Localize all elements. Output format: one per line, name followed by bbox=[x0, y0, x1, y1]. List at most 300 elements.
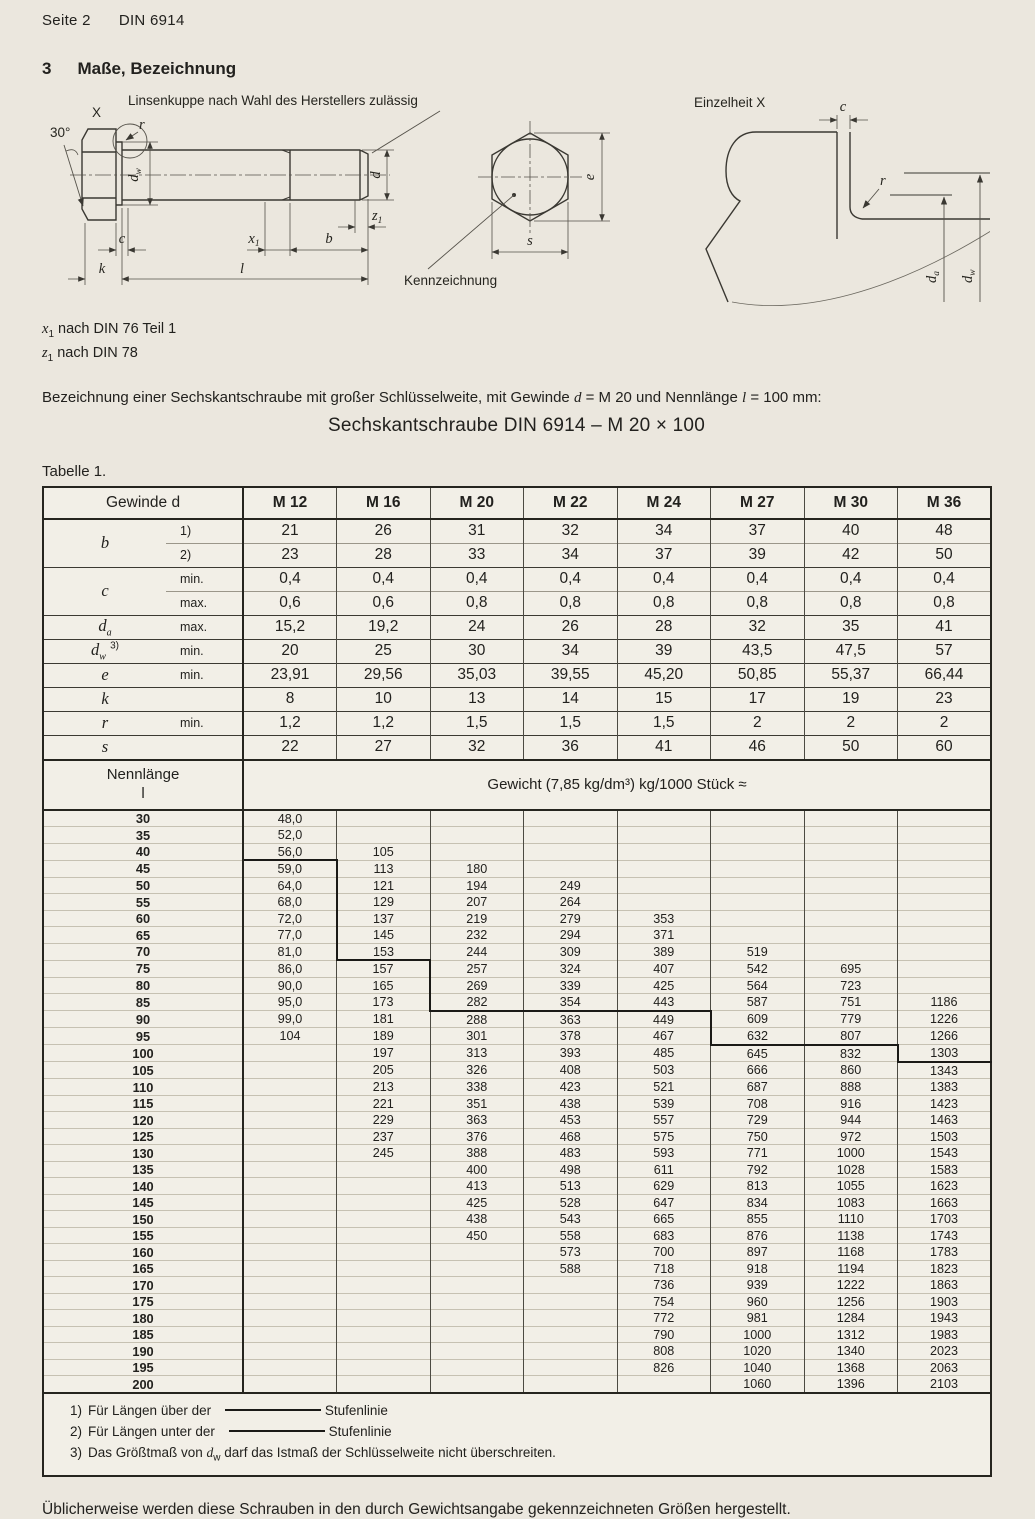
weight-cell bbox=[617, 843, 711, 860]
weight-cell bbox=[243, 1343, 337, 1360]
detail-c-dimension bbox=[819, 115, 868, 129]
weight-cell: 145 bbox=[337, 927, 431, 944]
dim-value: 26 bbox=[524, 615, 618, 639]
weight-cell: 729 bbox=[711, 1112, 805, 1129]
weight-cell: 232 bbox=[430, 927, 524, 944]
column-header: M 22 bbox=[524, 487, 618, 519]
weight-cell: 180 bbox=[430, 860, 524, 877]
dim-value: 50 bbox=[804, 735, 898, 760]
weight-cell bbox=[337, 1244, 431, 1261]
weight-cell: 666 bbox=[711, 1062, 805, 1079]
weight-cell bbox=[243, 1376, 337, 1393]
dim-label: b bbox=[43, 519, 166, 568]
weight-cell: 1028 bbox=[804, 1161, 898, 1178]
dim-value: 0,4 bbox=[898, 567, 992, 591]
dim-value: 15,2 bbox=[243, 615, 337, 639]
weight-cell: 1040 bbox=[711, 1359, 805, 1376]
dim-value: 1,5 bbox=[524, 711, 618, 735]
weight-cell bbox=[430, 1244, 524, 1261]
weight-cell: 105 bbox=[337, 843, 431, 860]
weight-cell bbox=[430, 1326, 524, 1343]
weight-cell bbox=[711, 894, 805, 911]
dim-value: 19,2 bbox=[337, 615, 431, 639]
weight-row bbox=[43, 843, 991, 860]
weight-cell: 1000 bbox=[804, 1145, 898, 1162]
dim-value: 29,56 bbox=[337, 663, 431, 687]
weight-cell: 588 bbox=[524, 1260, 618, 1277]
dimensions-weights-table bbox=[42, 486, 992, 1477]
weight-row bbox=[43, 1112, 991, 1129]
footnotes-cell bbox=[43, 1393, 991, 1476]
weight-cell: 808 bbox=[617, 1343, 711, 1360]
weight-cell bbox=[524, 843, 618, 860]
weight-cell: 244 bbox=[430, 943, 524, 960]
weight-cell: 1055 bbox=[804, 1178, 898, 1195]
weight-cell: 121 bbox=[337, 877, 431, 894]
weight-cell: 687 bbox=[711, 1079, 805, 1096]
weight-row bbox=[43, 1310, 991, 1327]
weight-cell bbox=[243, 1293, 337, 1310]
weight-cell bbox=[243, 1095, 337, 1112]
dim-value: 22 bbox=[243, 735, 337, 760]
weight-cell bbox=[337, 1376, 431, 1393]
weight-cell: 1194 bbox=[804, 1260, 898, 1277]
weight-row bbox=[43, 1028, 991, 1045]
weight-cell: 301 bbox=[430, 1028, 524, 1045]
weight-cell: 543 bbox=[524, 1211, 618, 1228]
figure-area bbox=[42, 87, 991, 314]
weight-cell bbox=[524, 827, 618, 844]
weight-row bbox=[43, 910, 991, 927]
weight-cell bbox=[804, 877, 898, 894]
dim-value: 39 bbox=[617, 639, 711, 663]
weight-cell: 450 bbox=[430, 1227, 524, 1244]
weight-cell: 1110 bbox=[804, 1211, 898, 1228]
weight-cell: 194 bbox=[430, 877, 524, 894]
weight-row bbox=[43, 1045, 991, 1062]
weight-cell: 181 bbox=[337, 1011, 431, 1028]
dim-value: 66,44 bbox=[898, 663, 992, 687]
dimension-row bbox=[43, 735, 991, 760]
weight-cell bbox=[898, 977, 992, 994]
length-cell: 160 bbox=[43, 1244, 243, 1261]
weight-cell bbox=[430, 1260, 524, 1277]
weight-cell bbox=[898, 910, 992, 927]
weight-cell: 197 bbox=[337, 1045, 431, 1062]
thread-size-header-row bbox=[43, 487, 991, 519]
weight-cell: 483 bbox=[524, 1145, 618, 1162]
weight-cell: 751 bbox=[804, 994, 898, 1011]
weight-cell: 64,0 bbox=[243, 877, 337, 894]
weight-cell bbox=[524, 1326, 618, 1343]
weight-row bbox=[43, 1244, 991, 1261]
dim-value: 24 bbox=[430, 615, 524, 639]
weight-cell: 313 bbox=[430, 1045, 524, 1062]
dim-value: 0,4 bbox=[524, 567, 618, 591]
weight-cell bbox=[898, 827, 992, 844]
weight-cell: 77,0 bbox=[243, 927, 337, 944]
dim-qualifier: max. bbox=[166, 591, 243, 615]
weight-row bbox=[43, 810, 991, 827]
weight-cell bbox=[337, 810, 431, 827]
weight-cell bbox=[617, 827, 711, 844]
weight-cell: 95,0 bbox=[243, 994, 337, 1011]
dim-value: 13 bbox=[430, 687, 524, 711]
weight-cell: 1943 bbox=[898, 1310, 992, 1327]
weight-cell: 1383 bbox=[898, 1079, 992, 1096]
weight-cell: 388 bbox=[430, 1145, 524, 1162]
dim-value: 0,4 bbox=[243, 567, 337, 591]
length-cell: 175 bbox=[43, 1293, 243, 1310]
weight-cell bbox=[804, 927, 898, 944]
weight-cell: 629 bbox=[617, 1178, 711, 1195]
dim-value: 41 bbox=[898, 615, 992, 639]
dim-value: 34 bbox=[617, 519, 711, 544]
weight-cell bbox=[243, 1227, 337, 1244]
weight-cell bbox=[524, 1277, 618, 1294]
weight-cell bbox=[617, 877, 711, 894]
length-cell: 140 bbox=[43, 1178, 243, 1195]
weight-cell: 587 bbox=[711, 994, 805, 1011]
length-cell: 145 bbox=[43, 1194, 243, 1211]
weight-cell: 683 bbox=[617, 1227, 711, 1244]
weight-cell: 960 bbox=[711, 1293, 805, 1310]
weight-cell: 1783 bbox=[898, 1244, 992, 1261]
weight-cell: 59,0 bbox=[243, 860, 337, 877]
dim-value: 14 bbox=[524, 687, 618, 711]
weight-cell: 972 bbox=[804, 1128, 898, 1145]
dim-value: 0,6 bbox=[243, 591, 337, 615]
e-s-dimensions bbox=[492, 133, 610, 259]
weight-cell bbox=[243, 1062, 337, 1079]
length-cell: 80 bbox=[43, 977, 243, 994]
weight-cell: 443 bbox=[617, 994, 711, 1011]
weight-cell: 1396 bbox=[804, 1376, 898, 1393]
weight-cell: 1823 bbox=[898, 1260, 992, 1277]
weight-cell: 1503 bbox=[898, 1128, 992, 1145]
length-cell: 125 bbox=[43, 1128, 243, 1145]
weight-cell bbox=[898, 810, 992, 827]
dim-value: 36 bbox=[524, 735, 618, 760]
dim-value: 34 bbox=[524, 543, 618, 567]
weight-cell: 189 bbox=[337, 1028, 431, 1045]
dim-value: 60 bbox=[898, 735, 992, 760]
weight-cell bbox=[243, 1161, 337, 1178]
weight-cell bbox=[804, 827, 898, 844]
weight-cell: 1020 bbox=[711, 1343, 805, 1360]
dimension-row bbox=[43, 663, 991, 687]
dimension-row bbox=[43, 519, 991, 544]
dim-value: 55,37 bbox=[804, 663, 898, 687]
weight-cell: 425 bbox=[430, 1194, 524, 1211]
reference-note: $x_1$ nach DIN 76 Teil 1 bbox=[42, 321, 177, 340]
weight-cell: 449 bbox=[617, 1011, 711, 1028]
dim-value: 23 bbox=[898, 687, 992, 711]
weight-cell bbox=[337, 1260, 431, 1277]
weight-cell bbox=[898, 960, 992, 977]
weight-cell: 521 bbox=[617, 1079, 711, 1096]
detail-dw-label: $d_w$ bbox=[960, 269, 978, 283]
length-cell: 130 bbox=[43, 1145, 243, 1162]
weight-row bbox=[43, 927, 991, 944]
weight-cell: 1343 bbox=[898, 1062, 992, 1079]
weight-cell: 1623 bbox=[898, 1178, 992, 1195]
weight-cell: 876 bbox=[711, 1227, 805, 1244]
dim-value: 32 bbox=[711, 615, 805, 639]
dim-value: 35 bbox=[804, 615, 898, 639]
table-caption: Tabelle 1. bbox=[42, 462, 107, 480]
weight-cell: 104 bbox=[243, 1028, 337, 1045]
dimension-row bbox=[43, 687, 991, 711]
weight-cell: 269 bbox=[430, 977, 524, 994]
weight-cell: 213 bbox=[337, 1079, 431, 1096]
weight-row bbox=[43, 1095, 991, 1112]
weight-cell: 1703 bbox=[898, 1211, 992, 1228]
weight-cell bbox=[898, 860, 992, 877]
k-dim-label: k bbox=[98, 261, 106, 277]
weight-row bbox=[43, 827, 991, 844]
weight-cell: 1226 bbox=[898, 1011, 992, 1028]
weight-cell: 229 bbox=[337, 1112, 431, 1129]
weight-cell: 558 bbox=[524, 1227, 618, 1244]
footnote: 1) Für Längen über der Stufenlinie bbox=[70, 1402, 388, 1418]
weight-cell: 888 bbox=[804, 1079, 898, 1096]
length-cell: 120 bbox=[43, 1112, 243, 1129]
dim-value: 40 bbox=[804, 519, 898, 544]
length-cell: 100 bbox=[43, 1045, 243, 1062]
weight-cell: 790 bbox=[617, 1326, 711, 1343]
weight-cell: 557 bbox=[617, 1112, 711, 1129]
weight-cell: 338 bbox=[430, 1079, 524, 1096]
weight-cell bbox=[898, 877, 992, 894]
reference-notes bbox=[42, 318, 991, 367]
column-header: M 12 bbox=[243, 487, 337, 519]
weight-cell: 453 bbox=[524, 1112, 618, 1129]
dim-value: 31 bbox=[430, 519, 524, 544]
weight-cell: 498 bbox=[524, 1161, 618, 1178]
dimension-row bbox=[43, 615, 991, 639]
detail-x-mark: X bbox=[92, 105, 102, 120]
corner-header: Gewinde d bbox=[43, 487, 243, 519]
weight-cell: 700 bbox=[617, 1244, 711, 1261]
weight-cell bbox=[430, 810, 524, 827]
linsenkuppe-callout: Linsenkuppe nach Wahl des Herstellers zulässig bbox=[128, 93, 418, 108]
weight-cell bbox=[524, 1293, 618, 1310]
length-cell: 60 bbox=[43, 910, 243, 927]
dim-qualifier bbox=[166, 735, 243, 760]
weight-cell bbox=[898, 894, 992, 911]
dim-qualifier bbox=[166, 687, 243, 711]
dim-value: 0,4 bbox=[711, 567, 805, 591]
length-cell: 50 bbox=[43, 877, 243, 894]
dim-qualifier: min. bbox=[166, 639, 243, 663]
weight-cell: 723 bbox=[804, 977, 898, 994]
dim-value: 28 bbox=[617, 615, 711, 639]
length-cell: 85 bbox=[43, 994, 243, 1011]
weight-cell: 86,0 bbox=[243, 960, 337, 977]
weight-cell bbox=[711, 927, 805, 944]
weight-cell bbox=[337, 1359, 431, 1376]
weight-cell: 351 bbox=[430, 1095, 524, 1112]
dim-value: 27 bbox=[337, 735, 431, 760]
weight-cell: 173 bbox=[337, 994, 431, 1011]
weight-cell bbox=[804, 860, 898, 877]
weight-cell: 339 bbox=[524, 977, 618, 994]
weight-cell: 438 bbox=[430, 1211, 524, 1228]
weight-cell bbox=[337, 1227, 431, 1244]
dim-label: c bbox=[43, 567, 166, 615]
weight-cell bbox=[430, 1343, 524, 1360]
dim-value: 47,5 bbox=[804, 639, 898, 663]
weight-cell: 72,0 bbox=[243, 910, 337, 927]
weight-row bbox=[43, 960, 991, 977]
weight-cell bbox=[524, 1343, 618, 1360]
dimension-row bbox=[43, 591, 991, 615]
weight-cell: 575 bbox=[617, 1128, 711, 1145]
weight-cell: 363 bbox=[524, 1011, 618, 1028]
column-header: M 36 bbox=[898, 487, 992, 519]
dim-label: k bbox=[43, 687, 166, 711]
weight-cell bbox=[243, 1211, 337, 1228]
weight-cell: 1186 bbox=[898, 994, 992, 1011]
weight-cell: 153 bbox=[337, 943, 431, 960]
weight-cell: 423 bbox=[524, 1079, 618, 1096]
weight-cell: 363 bbox=[430, 1112, 524, 1129]
column-header: M 27 bbox=[711, 487, 805, 519]
dim-value: 28 bbox=[337, 543, 431, 567]
bolt-technical-drawing bbox=[42, 87, 990, 309]
dim-value: 1,5 bbox=[617, 711, 711, 735]
weight-cell bbox=[337, 1277, 431, 1294]
weight-cell: 99,0 bbox=[243, 1011, 337, 1028]
weight-row bbox=[43, 1128, 991, 1145]
weight-cell: 609 bbox=[711, 1011, 805, 1028]
chamfer-angle-label: 30° bbox=[50, 125, 71, 140]
dim-value: 32 bbox=[524, 519, 618, 544]
dim-qualifier: min. bbox=[166, 711, 243, 735]
weight-row bbox=[43, 1161, 991, 1178]
weight-cell: 647 bbox=[617, 1194, 711, 1211]
length-cell: 70 bbox=[43, 943, 243, 960]
dim-value: 37 bbox=[711, 519, 805, 544]
dimension-row bbox=[43, 543, 991, 567]
weight-cell bbox=[804, 910, 898, 927]
weight-cell bbox=[804, 894, 898, 911]
dim-value: 0,8 bbox=[711, 591, 805, 615]
weight-cell: 219 bbox=[430, 910, 524, 927]
weight-cell bbox=[243, 1145, 337, 1162]
dim-value: 41 bbox=[617, 735, 711, 760]
weight-row bbox=[43, 877, 991, 894]
weight-cell: 407 bbox=[617, 960, 711, 977]
weight-cell: 2103 bbox=[898, 1376, 992, 1393]
column-header: M 16 bbox=[337, 487, 431, 519]
weight-cell: 371 bbox=[617, 927, 711, 944]
weight-cell: 897 bbox=[711, 1244, 805, 1261]
weight-cell: 918 bbox=[711, 1260, 805, 1277]
weight-cell: 2023 bbox=[898, 1343, 992, 1360]
footnotes-row bbox=[43, 1393, 991, 1476]
weight-cell bbox=[430, 1310, 524, 1327]
dim-value: 35,03 bbox=[430, 663, 524, 687]
dim-value: 0,6 bbox=[337, 591, 431, 615]
footnote: 3) Das Größtmaß von $d_w$ darf das Istmaß der Schlüsselweite nicht überschreiten. bbox=[70, 1444, 556, 1464]
length-cell: 55 bbox=[43, 894, 243, 911]
length-cell: 135 bbox=[43, 1161, 243, 1178]
weight-cell bbox=[711, 843, 805, 860]
dim-value: 46 bbox=[711, 735, 805, 760]
weight-cell: 257 bbox=[430, 960, 524, 977]
dim-value: 39 bbox=[711, 543, 805, 567]
dim-qualifier: min. bbox=[166, 567, 243, 591]
e-dim-label: e bbox=[582, 173, 598, 181]
weight-cell bbox=[617, 894, 711, 911]
weight-cell: 564 bbox=[711, 977, 805, 994]
b-dim-label: b bbox=[325, 231, 333, 247]
dimension-row bbox=[43, 639, 991, 663]
weight-cell: 593 bbox=[617, 1145, 711, 1162]
s-dim-label: s bbox=[527, 233, 533, 249]
weight-cell: 165 bbox=[337, 977, 431, 994]
weight-cell bbox=[430, 1359, 524, 1376]
weight-cell: 221 bbox=[337, 1095, 431, 1112]
weight-cell bbox=[617, 810, 711, 827]
weight-cell bbox=[711, 860, 805, 877]
weight-cell bbox=[617, 1376, 711, 1393]
dim-value: 10 bbox=[337, 687, 431, 711]
length-cell: 190 bbox=[43, 1343, 243, 1360]
weight-row bbox=[43, 1011, 991, 1028]
weight-cell: 1000 bbox=[711, 1326, 805, 1343]
weight-cell: 205 bbox=[337, 1062, 431, 1079]
dim-value: 0,4 bbox=[804, 567, 898, 591]
weight-cell: 834 bbox=[711, 1194, 805, 1211]
column-header: M 30 bbox=[804, 487, 898, 519]
weight-cell: 1583 bbox=[898, 1161, 992, 1178]
dim-value: 39,55 bbox=[524, 663, 618, 687]
dim-value: 26 bbox=[337, 519, 431, 544]
weight-cell bbox=[243, 1244, 337, 1261]
dim-value: 43,5 bbox=[711, 639, 805, 663]
dim-value: 23 bbox=[243, 543, 337, 567]
weight-cell: 832 bbox=[804, 1045, 898, 1062]
weight-cell: 939 bbox=[711, 1277, 805, 1294]
weight-cell: 207 bbox=[430, 894, 524, 911]
weight-cell bbox=[898, 943, 992, 960]
weight-cell: 1168 bbox=[804, 1244, 898, 1261]
length-cell: 110 bbox=[43, 1079, 243, 1096]
weight-cell: 1340 bbox=[804, 1343, 898, 1360]
weight-cell: 245 bbox=[337, 1145, 431, 1162]
weight-cell: 353 bbox=[617, 910, 711, 927]
break-line bbox=[732, 229, 990, 306]
weight-cell: 1060 bbox=[711, 1376, 805, 1393]
weight-cell bbox=[337, 1343, 431, 1360]
dim-value: 0,8 bbox=[524, 591, 618, 615]
weight-row bbox=[43, 1343, 991, 1360]
page-number: Seite 2 bbox=[42, 12, 91, 29]
gewicht-header: Gewicht (7,85 kg/dm³) kg/1000 Stück ≈ bbox=[243, 760, 991, 810]
weight-row bbox=[43, 1062, 991, 1079]
weight-cell bbox=[524, 1376, 618, 1393]
weight-cell: 779 bbox=[804, 1011, 898, 1028]
weight-cell: 1266 bbox=[898, 1028, 992, 1045]
weight-cell: 695 bbox=[804, 960, 898, 977]
weight-cell: 56,0 bbox=[243, 843, 337, 860]
weight-cell: 750 bbox=[711, 1128, 805, 1145]
weight-row bbox=[43, 994, 991, 1011]
dim-label: e bbox=[43, 663, 166, 687]
